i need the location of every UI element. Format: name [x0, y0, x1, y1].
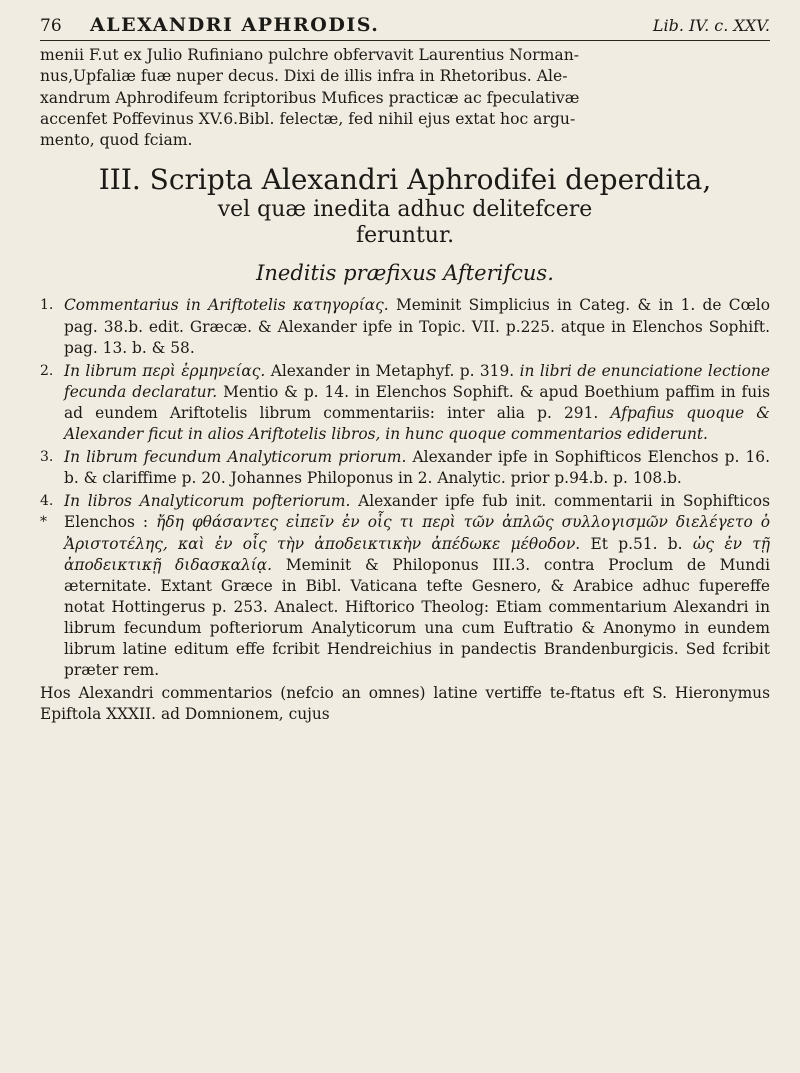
intro-line: nus,Upfaliæ fuæ nuper decus. Dixi de illis infra in Rhetoribus. Ale- [40, 67, 568, 86]
intro-paragraph [40, 45, 770, 151]
entry-body: Et p.51. b. [590, 534, 683, 553]
greek-quote: ὡς ἐν τῇ ἀποδεικτικῇ διδασκαλίᾳ. [64, 534, 770, 574]
entry-body: Mentio & p. 14. in Elenchos Sophift. & apud Boethium paffim in fuis ad eundem Ariftotelis librum commentariis: inter alia p. 291. [64, 382, 770, 422]
entry-quote: in libri de enunciatione lectione fecunda declaratur. [64, 361, 770, 401]
chapter-reference: Lib. IV. c. XXV. [652, 16, 770, 35]
entry-number: 3. [40, 449, 54, 466]
intro-line: menii F.ut ex Julio Rufiniano pulchre obfervavit Laurentius Norman- [40, 46, 580, 64]
list-item [40, 491, 770, 681]
entry-body: Categ. & in 1. de Cœlo pag. 38.b. edit. Græcæ. & Alexander ipfe in Topic. VII. p.225. atque in Elenchos Sophift. pag. 13. b. & 58. [64, 296, 770, 357]
entry-title: In librum [64, 361, 137, 380]
intro-line: accenfet Poffevinus XV.6.Bibl. felectæ, fed nihil ejus extat hoc argu- [40, 109, 576, 128]
entry-text [64, 361, 770, 445]
intro-line: xandrum Aphrodifeum fcriptoribus Mufices practicæ ac fpeculativæ [40, 88, 580, 107]
entry-body: Alexander ipfe in Sophifticos Elenchos p. 16. b. & clariffime p. 20. Johannes Philoponus in 2. Analytic. prior p.94.b. p. 108.b. [64, 448, 770, 488]
entry-body: Meminit & Philoponus III.3. contra Proclum de Mundi æternitate. Extant Græce in Bibl. Vaticana tefte Gesnero, & Arabice adhuc fupereffe notat Hottingerus p. 253. Analect. Hiftorico Theolog: Etiam commentarium Alexandri in librum fecundum pofteriorum Analyticorum una cum Euftratio & Anonymo in eundem librum latine editum effe fcribit Hendreichius in pandectis Brandenburgicis. Sed fcribit præter rem. [64, 555, 770, 680]
entry-number: 2. [40, 362, 54, 379]
entry-number: 4. * [40, 493, 54, 531]
list-item [40, 447, 770, 489]
list-item [40, 361, 770, 445]
entry-quote: Afpafius quoque & Alexander ficut in alios Ariftotelis libros, in hunc quoque commentarios ediderunt. [64, 403, 770, 444]
entry-body: Alexander in Metaphyf. p. 319. [270, 361, 515, 380]
list-item [40, 295, 770, 358]
greek-term: κατηγορίας. [292, 296, 389, 315]
entry-title: Commentarius in Ariftotelis [64, 296, 286, 315]
running-header [40, 14, 770, 41]
entry-body: Meminit Simplicius in [395, 296, 572, 315]
entry-body: Alexander ipfe fub init. commentarii in Sophifticos Elenchos : [64, 492, 770, 532]
entry-list [40, 295, 770, 681]
greek-quote: ἤδη φθάσαντες εἰπεῖν ἐν οἷς τι περὶ τῶν ἀπλῶς συλλογισμῶν διελέγετο ὁ Ἀριστοτέλης, καὶ ἐν οἷς τὴν ἀποδεικτικὴν ἀπέδωκε μέθοδον. [64, 513, 770, 553]
entry-text [64, 491, 770, 681]
running-title: ALEXANDRI APHRODIS. [90, 14, 380, 36]
greek-term: περὶ ἑρμηνείας. [142, 361, 266, 380]
entry-number: 1. [40, 297, 54, 314]
page-number: 76 [40, 16, 62, 36]
entry-title: In libros Analyticorum pofteriorum. [64, 492, 351, 511]
section-subheading: feruntur. [355, 223, 455, 249]
closing-paragraph: Hos Alexandri commentarios (nefcio an omnes) latine vertiffe te-ftatus eft S. Hieronymus Epiftola XXXII. ad Domnionem, cujus [40, 684, 770, 724]
entry-text [64, 447, 770, 489]
section-heading: III. Scripta Alexandri Aphrodifei deperdita, [98, 163, 712, 197]
section-subheading: vel quæ inedita adhuc delitefcere [217, 197, 593, 223]
entry-title: In librum fecundum Analyticorum priorum. [64, 448, 407, 467]
asterisk-note: Ineditis præfixus Afterifcus. [256, 261, 554, 286]
entry-text [64, 295, 770, 358]
intro-line: mento, quod fciam. [40, 131, 193, 150]
